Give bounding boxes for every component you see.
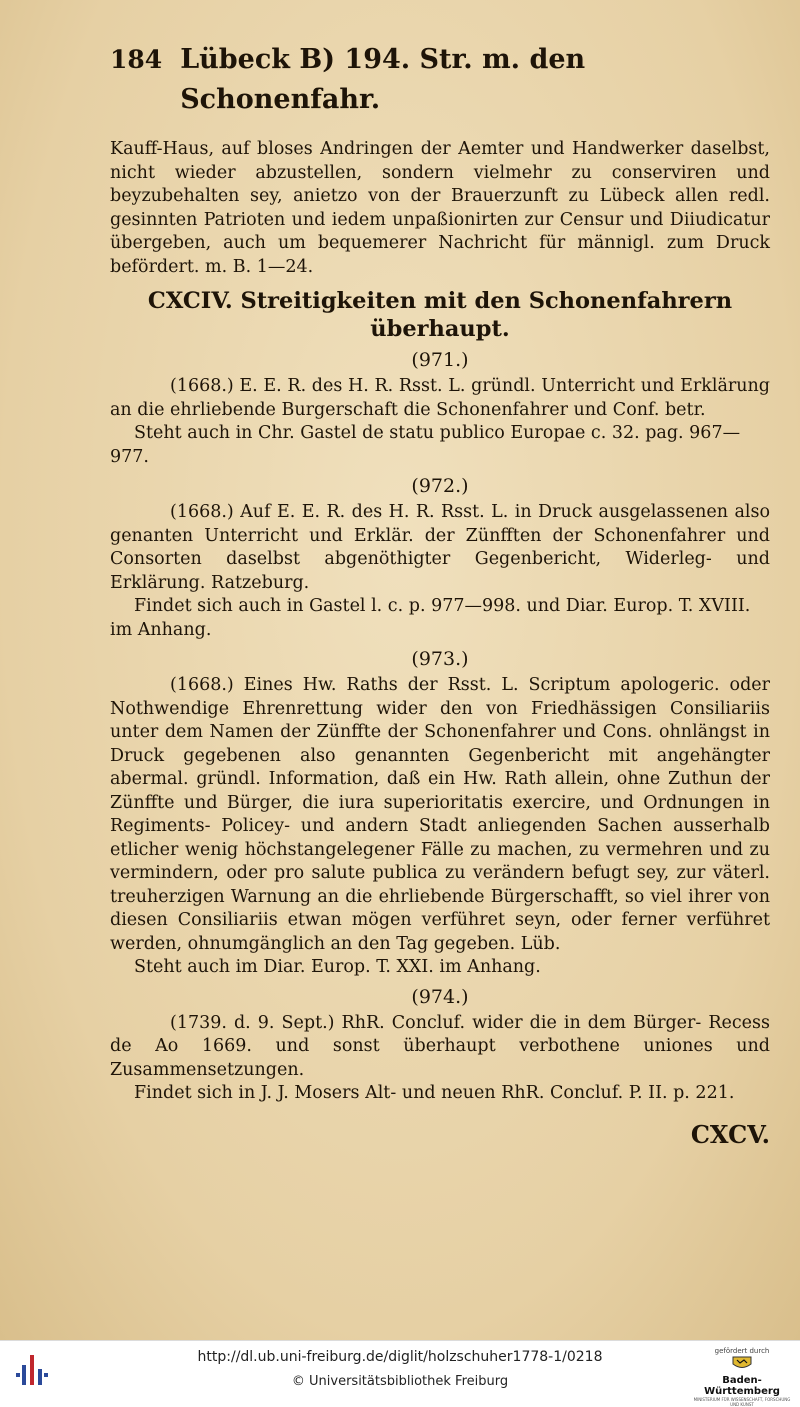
entry-number: (973.) [411, 648, 469, 670]
funder-caption: gefördert durch [714, 1347, 770, 1355]
entry-text: (1739. d. 9. Sept.) RhR. Concluf. wider die in dem Bürger- Recess de Ao 1669. und sonst überhaupt verbothene uniones und Zusammensetzungen. [110, 1012, 770, 1080]
entry [110, 986, 770, 1106]
entry-text: (1668.) Auf E. E. R. des H. R. Rsst. L. in Druck ausgelassenen also genanten Unterricht und Erklär. der Zünfften der Schonenfahrer und Consorten daselbst abgenöthigter Gegenbericht, Widerleg- und Erklärung. Ratzeburg. [110, 502, 770, 593]
entry-reference: Findet sich in J. J. Mosers Alt- und neuen RhR. Concluf. P. II. p. 221. [134, 1083, 735, 1103]
funder-ministry: MINISTERIUM FÜR WISSENSCHAFT, FORSCHUNG UND KUNST [693, 1397, 791, 1407]
intro-paragraph: Kauff-Haus, auf bloses Andringen der Aemter und Handwerker daselbst, nicht wieder abzustellen, sondern vielmehr zu conserviren und beyzubehalten sey, anietzo von der Brauerzunft zu Lübeck allen redl. gesinnten Patrioten und iedem unpaßionirten zur Censur und Diiudicatur übergeben, auch um bequemerer Nachricht für männigl. zum Druck befördert. m. B. 1—24. [110, 139, 770, 277]
section-title: CXCIV. Streitigkeiten mit den Schonenfahrern überhaupt. [147, 288, 733, 342]
entry-reference: Steht auch im Diar. Europ. T. XXI. im Anhang. [134, 957, 541, 977]
entry-number: (972.) [411, 475, 469, 497]
page-content [110, 40, 770, 1149]
entry-number: (971.) [411, 349, 469, 371]
page-number: 184 [110, 45, 163, 74]
entry [110, 648, 770, 980]
funder-logo [692, 1347, 792, 1407]
funder-name: Baden-Württemberg [704, 1375, 780, 1397]
viewer-footer [0, 1340, 800, 1407]
running-head [110, 40, 770, 120]
catchword: CXCV. [690, 1119, 770, 1149]
entry-number: (974.) [411, 985, 469, 1008]
entry-reference: Steht auch in Chr. Gastel de statu publico Europae c. 32. pag. 967—977. [110, 423, 741, 467]
entry [110, 349, 770, 469]
running-head-title: Lübeck B) 194. Str. m. den Schonenfahr. [180, 44, 586, 115]
copyright-notice: © Universitätsbibliothek Freiburg [291, 1374, 509, 1389]
entry-text: (1668.) Eines Hw. Raths der Rsst. L. Scriptum apologeric. oder Nothwendige Ehrenrettung wider den von Friedhässigen Consiliariis unter dem Namen der Zünffte der Schonenfahrer und Cons. ohnlängst in Druck gegebenen also genannten Gegenbericht mit angehängter abermal. gründl. Information, daß ein Hw. Rath allein, ohne Zuthun der Zünffte und Bürger, die iura superioritatis exercire, und Ordnungen in Regiments- Policey- und andern Stadt anliegenden Sachen ausserhalb etlicher wenig höchstangelegener Fälle zu machen, zu vermehren und zu vermindern, oder pro salute publica zu verändern befugt sey, zur väterl. treuherzigen Warnung an die ehrliebende Bürgerschafft, so viel ihrer von diesen Consiliariis etwan mögen verführet seyn, oder ferner verführet werden, ohnumgänglich an den Tag gegeben. Lüb. [110, 675, 770, 954]
coat-of-arms-icon [731, 1355, 753, 1371]
entry-reference: Findet sich auch in Gastel l. c. p. 977—998. und Diar. Europ. T. XVIII. im Anhang. [110, 596, 751, 640]
entry-text: (1668.) E. E. R. des H. R. Rsst. L. gründl. Unterricht und Erklärung an die ehrliebende Burgerschaft die Schonenfahrer und Conf. betr. [110, 376, 770, 420]
entry [110, 475, 770, 642]
permalink-url[interactable]: http://dl.ub.uni-freiburg.de/diglit/holzschuher1778-1/0218 [197, 1349, 603, 1365]
